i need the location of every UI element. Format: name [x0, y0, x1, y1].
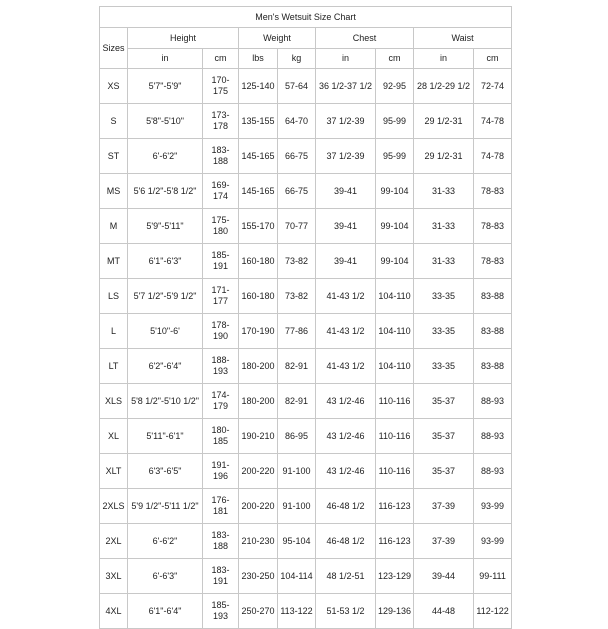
waist-cm-cell: 78-83 — [474, 244, 512, 279]
waist-in-cell: 28 1/2-29 1/2 — [414, 69, 474, 104]
waist-cm-cell: 88-93 — [474, 384, 512, 419]
weight-kg-cell: 82-91 — [278, 384, 316, 419]
waist-cm-cell: 88-93 — [474, 419, 512, 454]
waist-cm-cell: 88-93 — [474, 454, 512, 489]
waist-cm-cell: 83-88 — [474, 349, 512, 384]
chest-cm-cell: 123-129 — [376, 559, 414, 594]
table-row — [100, 244, 512, 279]
height-cm-cell: 173-178 — [203, 104, 239, 139]
size-cell: 2XLS — [100, 489, 128, 524]
weight-kg-cell: 104-114 — [278, 559, 316, 594]
weight-lbs-cell: 160-180 — [239, 244, 278, 279]
waist-cm-cell: 74-78 — [474, 139, 512, 174]
waist-cm-cell: 83-88 — [474, 314, 512, 349]
weight-lbs-cell: 200-220 — [239, 489, 278, 524]
chest-in-cell: 41-43 1/2 — [316, 349, 376, 384]
table-title: Men's Wetsuit Size Chart — [100, 7, 512, 28]
weight-lbs-cell: 160-180 — [239, 279, 278, 314]
height-in-cell: 6'-6'3" — [128, 559, 203, 594]
waist-cm-cell: 99-111 — [474, 559, 512, 594]
chest-cm-cell: 104-110 — [376, 314, 414, 349]
height-in-cell: 5'9"-5'11" — [128, 209, 203, 244]
waist-in-cell: 35-37 — [414, 419, 474, 454]
height-cm-cell: 174-179 — [203, 384, 239, 419]
weight-kg-cell: 57-64 — [278, 69, 316, 104]
waist-in-header: in — [414, 49, 474, 69]
height-in-cell: 6'-6'2" — [128, 139, 203, 174]
size-chart-table — [99, 6, 512, 629]
height-in-header: in — [128, 49, 203, 69]
chest-cm-cell: 99-104 — [376, 174, 414, 209]
chest-cm-cell: 110-116 — [376, 454, 414, 489]
weight-lbs-cell: 180-200 — [239, 384, 278, 419]
chest-cm-header: cm — [376, 49, 414, 69]
chest-in-cell: 43 1/2-46 — [316, 419, 376, 454]
height-cm-cell: 178-190 — [203, 314, 239, 349]
height-cm-cell: 180-185 — [203, 419, 239, 454]
size-cell: XS — [100, 69, 128, 104]
chest-cm-cell: 95-99 — [376, 104, 414, 139]
table-row — [100, 594, 512, 629]
weight-kg-cell: 91-100 — [278, 489, 316, 524]
waist-in-cell: 37-39 — [414, 524, 474, 559]
waist-cm-cell: 74-78 — [474, 104, 512, 139]
height-in-cell: 6'3"-6'5" — [128, 454, 203, 489]
height-cm-cell: 185-191 — [203, 244, 239, 279]
weight-lbs-cell: 180-200 — [239, 349, 278, 384]
chest-in-cell: 43 1/2-46 — [316, 384, 376, 419]
chest-cm-cell: 129-136 — [376, 594, 414, 629]
chest-in-cell: 41-43 1/2 — [316, 279, 376, 314]
waist-in-cell: 29 1/2-31 — [414, 139, 474, 174]
weight-kg-cell: 95-104 — [278, 524, 316, 559]
waist-in-cell: 31-33 — [414, 244, 474, 279]
chest-cm-cell: 116-123 — [376, 524, 414, 559]
waist-in-cell: 33-35 — [414, 279, 474, 314]
waist-in-cell: 35-37 — [414, 454, 474, 489]
waist-in-cell: 29 1/2-31 — [414, 104, 474, 139]
height-cm-cell: 183-188 — [203, 139, 239, 174]
weight-lbs-cell: 250-270 — [239, 594, 278, 629]
waist-in-cell: 31-33 — [414, 174, 474, 209]
weight-lbs-cell: 210-230 — [239, 524, 278, 559]
chest-cm-cell: 99-104 — [376, 244, 414, 279]
size-cell: S — [100, 104, 128, 139]
table-row — [100, 349, 512, 384]
table-row — [100, 454, 512, 489]
chest-cm-cell: 104-110 — [376, 279, 414, 314]
weight-lbs-cell: 125-140 — [239, 69, 278, 104]
chest-cm-cell: 95-99 — [376, 139, 414, 174]
weight-lbs-cell: 145-165 — [239, 174, 278, 209]
table-row — [100, 314, 512, 349]
table-row — [100, 104, 512, 139]
chest-in-cell: 51-53 1/2 — [316, 594, 376, 629]
weight-kg-header: kg — [278, 49, 316, 69]
weight-kg-cell: 66-75 — [278, 139, 316, 174]
sizes-header: Sizes — [100, 28, 128, 69]
chest-in-cell: 39-41 — [316, 174, 376, 209]
height-cm-cell: 170-175 — [203, 69, 239, 104]
weight-kg-cell: 77-86 — [278, 314, 316, 349]
waist-cm-header: cm — [474, 49, 512, 69]
size-chart-container — [99, 6, 511, 629]
height-cm-cell: 176-181 — [203, 489, 239, 524]
table-row — [100, 69, 512, 104]
height-cm-cell: 185-193 — [203, 594, 239, 629]
waist-in-cell: 31-33 — [414, 209, 474, 244]
waist-in-cell: 39-44 — [414, 559, 474, 594]
table-row — [100, 559, 512, 594]
chest-in-cell: 46-48 1/2 — [316, 489, 376, 524]
height-in-cell: 5'10"-6' — [128, 314, 203, 349]
chest-in-cell: 37 1/2-39 — [316, 104, 376, 139]
table-row — [100, 524, 512, 559]
waist-in-cell: 44-48 — [414, 594, 474, 629]
size-cell: LS — [100, 279, 128, 314]
waist-cm-cell: 72-74 — [474, 69, 512, 104]
waist-cm-cell: 112-122 — [474, 594, 512, 629]
chest-in-cell: 48 1/2-51 — [316, 559, 376, 594]
chest-in-cell: 43 1/2-46 — [316, 454, 376, 489]
height-in-cell: 6'1"-6'3" — [128, 244, 203, 279]
height-cm-cell: 191-196 — [203, 454, 239, 489]
table-row — [100, 139, 512, 174]
weight-lbs-cell: 135-155 — [239, 104, 278, 139]
chest-cm-cell: 110-116 — [376, 419, 414, 454]
height-cm-cell: 183-191 — [203, 559, 239, 594]
chest-cm-cell: 116-123 — [376, 489, 414, 524]
height-in-cell: 5'7"-5'9" — [128, 69, 203, 104]
height-in-cell: 6'1"-6'4" — [128, 594, 203, 629]
size-cell: 3XL — [100, 559, 128, 594]
waist-cm-cell: 78-83 — [474, 174, 512, 209]
size-rows — [100, 69, 512, 629]
height-cm-cell: 169-174 — [203, 174, 239, 209]
chest-cm-cell: 99-104 — [376, 209, 414, 244]
height-in-cell: 6'-6'2" — [128, 524, 203, 559]
height-cm-cell: 183-188 — [203, 524, 239, 559]
chest-cm-cell: 92-95 — [376, 69, 414, 104]
table-row — [100, 174, 512, 209]
size-cell: XLT — [100, 454, 128, 489]
height-cm-cell: 188-193 — [203, 349, 239, 384]
height-in-cell: 5'9 1/2"-5'11 1/2" — [128, 489, 203, 524]
table-row — [100, 279, 512, 314]
chest-in-cell: 39-41 — [316, 209, 376, 244]
chest-cm-cell: 104-110 — [376, 349, 414, 384]
weight-kg-cell: 73-82 — [278, 279, 316, 314]
weight-kg-cell: 66-75 — [278, 174, 316, 209]
weight-kg-cell: 91-100 — [278, 454, 316, 489]
waist-in-cell: 33-35 — [414, 314, 474, 349]
size-cell: MS — [100, 174, 128, 209]
chest-in-header: in — [316, 49, 376, 69]
size-cell: 2XL — [100, 524, 128, 559]
waist-cm-cell: 93-99 — [474, 524, 512, 559]
waist-in-cell: 33-35 — [414, 349, 474, 384]
height-cm-header: cm — [203, 49, 239, 69]
weight-kg-cell: 113-122 — [278, 594, 316, 629]
weight-kg-cell: 82-91 — [278, 349, 316, 384]
table-row — [100, 209, 512, 244]
waist-cm-cell: 83-88 — [474, 279, 512, 314]
chest-in-cell: 41-43 1/2 — [316, 314, 376, 349]
chest-in-cell: 37 1/2-39 — [316, 139, 376, 174]
height-in-cell: 5'8 1/2"-5'10 1/2" — [128, 384, 203, 419]
waist-cm-cell: 78-83 — [474, 209, 512, 244]
weight-lbs-cell: 200-220 — [239, 454, 278, 489]
chest-cm-cell: 110-116 — [376, 384, 414, 419]
size-cell: XLS — [100, 384, 128, 419]
height-in-cell: 5'6 1/2"-5'8 1/2" — [128, 174, 203, 209]
size-cell: M — [100, 209, 128, 244]
weight-lbs-cell: 155-170 — [239, 209, 278, 244]
size-cell: 4XL — [100, 594, 128, 629]
waist-header: Waist — [414, 28, 512, 49]
weight-lbs-header: lbs — [239, 49, 278, 69]
size-cell: XL — [100, 419, 128, 454]
height-cm-cell: 171-177 — [203, 279, 239, 314]
table-row — [100, 419, 512, 454]
weight-lbs-cell: 170-190 — [239, 314, 278, 349]
table-row — [100, 384, 512, 419]
waist-in-cell: 37-39 — [414, 489, 474, 524]
table-row — [100, 489, 512, 524]
weight-lbs-cell: 145-165 — [239, 139, 278, 174]
chest-header: Chest — [316, 28, 414, 49]
height-in-cell: 6'2"-6'4" — [128, 349, 203, 384]
waist-cm-cell: 93-99 — [474, 489, 512, 524]
height-header: Height — [128, 28, 239, 49]
height-in-cell: 5'8"-5'10" — [128, 104, 203, 139]
chest-in-cell: 36 1/2-37 1/2 — [316, 69, 376, 104]
weight-header: Weight — [239, 28, 316, 49]
size-cell: MT — [100, 244, 128, 279]
weight-kg-cell: 73-82 — [278, 244, 316, 279]
chest-in-cell: 39-41 — [316, 244, 376, 279]
size-cell: LT — [100, 349, 128, 384]
weight-kg-cell: 86-95 — [278, 419, 316, 454]
weight-kg-cell: 70-77 — [278, 209, 316, 244]
size-cell: ST — [100, 139, 128, 174]
chest-in-cell: 46-48 1/2 — [316, 524, 376, 559]
waist-in-cell: 35-37 — [414, 384, 474, 419]
height-in-cell: 5'7 1/2"-5'9 1/2" — [128, 279, 203, 314]
weight-lbs-cell: 230-250 — [239, 559, 278, 594]
weight-lbs-cell: 190-210 — [239, 419, 278, 454]
height-in-cell: 5'11"-6'1" — [128, 419, 203, 454]
weight-kg-cell: 64-70 — [278, 104, 316, 139]
size-cell: L — [100, 314, 128, 349]
height-cm-cell: 175-180 — [203, 209, 239, 244]
